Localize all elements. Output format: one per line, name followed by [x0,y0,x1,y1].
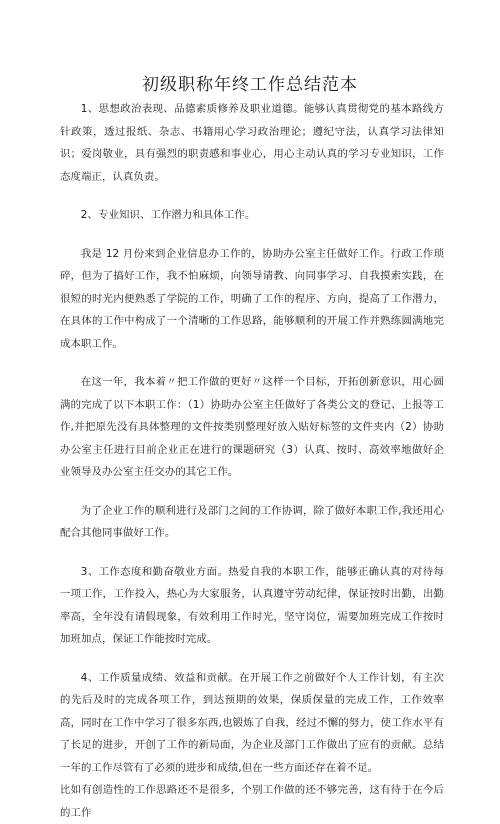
paragraph-shortcomings: 比如有创造性的工作思路还不是很多，个别工作做的还不够完善，这有待于在今后的工作 [60,784,444,819]
paragraph-political-performance: 1、思想政治表现、品德素质修养及职业道德。能够认真贯彻党的基本路线方针政策，透过报纸、杂志、书籍用心学习政治理论；遵纪守法，认真学习法律知识；爱岗敬业，具有强烈的职责感和事业心，用心主动认真的学习专业知识，工作态度端正，认真负责。 [60,103,444,183]
document-title: 初级职称年终工作总结范本 [142,75,358,95]
paragraph-work-attitude: 3、工作态度和勤奋敬业方面。热爱自我的本职工作，能够正确认真的对待每一项工作，工作投入，热心为大家服务，认真遵守劳动纪律，保证按时出勤，出勤率高，全年没有请假现象，有效利用工作时光，坚守岗位，需要加班完成工作按时加班加点，保证工作能按时完成。 [60,565,444,645]
paragraph-yearly-duties: 在这一年，我本着〃把工作做的更好〃这样一个目标，开拓创新意识，用心圆满的完成了以下本职工作：（1）协助办公室主任做好了各类公文的登记、上报等工作,并把原先没有具体整理的文件按类别整理好放入贴好标签的文件夹内（2）协助办公室主任进行目前企业正在进行的课题研究（3）认真、按时、高效率地做好企业领导及办公室主任交办的其它工作。 [60,376,444,478]
paragraph-cooperation: 为了企业工作的顺利进行及部门之间的工作协调，除了做好本职工作,我还用心配合其他同事做好工作。 [60,504,444,539]
document-body [60,98,444,824]
paragraph-work-arrival: 我是 12 月份来到企业信息办工作的，协助办公室主任做好工作。行政工作琐碎，但为了搞好工作，我不怕麻烦，向领导请教、向同事学习、自我摸索实践，在很短的时光内便熟悉了学院的工作，明确了工作的程序、方向，提高了工作潜力，在具体的工作中构成了一个清晰的工作思路，能够顺利的开展工作并熟练圆满地完成本职工作。 [60,247,444,350]
paragraph-professional-knowledge-heading: 2、专业知识、工作潜力和具体工作。 [80,209,256,221]
paragraph-work-quality: 4、工作质量成绩、效益和贡献。在开展工作之前做好个人工作计划，有主次的先后及时的完成各项工作，到达预期的效果，保质保量的完成工作，工作效率高，同时在工作中学习了很多东西,也锻炼了自我，经过不懈的努力，使工作水平有了长足的进步，开创了工作的新局面，为企业及部门工作做出了应有的贡献。总结一年的工作尽管有了必须的进步和成绩,但在一些方面还存在着不足。 [60,671,444,774]
